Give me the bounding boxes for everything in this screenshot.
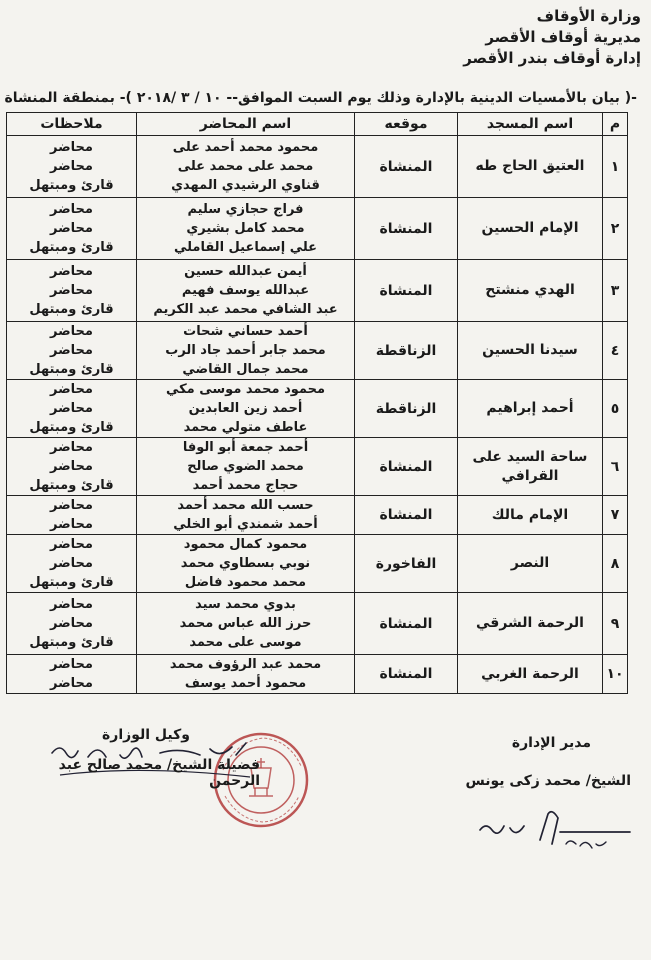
lecturer-name: أحمد حساني شحات (183, 324, 308, 339)
lecturer-name: حجاج محمد أحمد (192, 478, 299, 493)
table-row (7, 496, 628, 535)
row-number: ١٠ (603, 655, 628, 694)
table-row (7, 380, 628, 438)
lecturer-name: محمد كامل بشيري (186, 221, 305, 236)
lecturer-name: موسى على محمد (189, 635, 302, 650)
lecturer-name: أحمد زين العابدين (188, 401, 303, 416)
notes-cell (7, 322, 137, 380)
lecturer-name: محمد جابر أحمد جاد الرب (165, 343, 326, 358)
lecturer-names (137, 593, 355, 655)
lecturer-name: أحمد شمندي أبو الخلي (173, 517, 318, 532)
mosque-location: الزناقطة (355, 380, 458, 438)
note-text: محاضر (50, 440, 93, 455)
mosque-location: المنشاة (355, 655, 458, 694)
letterhead (463, 6, 641, 69)
mosque-location: المنشاة (355, 198, 458, 260)
handwritten-signature-right (470, 810, 640, 860)
lecturer-names (137, 438, 355, 496)
mosque-location: المنشاة (355, 593, 458, 655)
note-text: محاضر (50, 221, 93, 236)
lecturer-name: أيمن عبدالله حسين (184, 264, 307, 279)
lecturer-name: محمد عبد الرؤوف محمد (169, 657, 322, 672)
notes-cell (7, 593, 137, 655)
lecturer-name: عبدالله يوسف فهيم (181, 283, 310, 298)
ministry-name: وزارة الأوقاف (536, 7, 641, 25)
table-body (7, 136, 628, 694)
note-text: محاضر (50, 676, 93, 691)
lecturer-name: عبد الشافي محمد عبد الكريم (153, 302, 338, 317)
notes-cell (7, 535, 137, 593)
mosque-name: العتيق الحاج طه (458, 136, 603, 198)
lecturer-name: علي إسماعيل القاملي (173, 240, 318, 255)
mosque-name: ساحة السيد على القرافي (458, 438, 603, 496)
lecturer-name: أحمد جمعة أبو الوفا (182, 440, 309, 455)
col-header-notes: ملاحظات (7, 113, 137, 136)
lecturer-names (137, 136, 355, 198)
col-header-location: موقعه (355, 113, 458, 136)
table-row (7, 438, 628, 496)
table-row (7, 593, 628, 655)
row-number: ٣ (603, 260, 628, 322)
lecturer-names (137, 496, 355, 535)
director-title: مدير الإدارة (511, 735, 591, 751)
directorate-name: مديرية أوقاف الأقصر (485, 28, 641, 46)
note-text: محاضر (50, 283, 93, 298)
lecturer-names (137, 380, 355, 438)
note-text: محاضر (50, 202, 93, 217)
note-text: قارئ ومبتهل (29, 478, 114, 493)
document-title: -( بيان بالأمسيات الدينية بالإدارة وذلك يوم السبت الموافق-- ١٠ / ٣ /٢٠١٨ )- بمنطقة المنشاة (4, 90, 637, 106)
lecturer-name: محمد محمود فاضل (184, 575, 307, 590)
notes-cell (7, 438, 137, 496)
col-header-mosque: اسم المسجد (458, 113, 603, 136)
note-text: محاضر (50, 159, 93, 174)
note-text: محاضر (50, 616, 93, 631)
notes-cell (7, 198, 137, 260)
table-row (7, 136, 628, 198)
row-number: ٨ (603, 535, 628, 593)
table-row (7, 655, 628, 694)
notes-cell (7, 380, 137, 438)
mosque-name: الإمام الحسين (458, 198, 603, 260)
note-text: قارئ ومبتهل (29, 302, 114, 317)
lecturer-names (137, 655, 355, 694)
note-text: محاضر (50, 459, 93, 474)
row-number: ١ (603, 136, 628, 198)
lecturer-name: فراج حجازي سليم (187, 202, 304, 217)
note-text: محاضر (50, 657, 93, 672)
director-name: الشيخ/ محمد زكى يونس (465, 773, 631, 789)
mosque-name: النصر (458, 535, 603, 593)
lecturer-name: بدوي محمد سيد (195, 597, 296, 612)
table-row (7, 322, 628, 380)
lecturer-name: محمود كمال محمود (183, 537, 308, 552)
lecturer-name: محمود محمد أحمد على (172, 140, 319, 155)
mosque-name: الرحمة الشرقي (458, 593, 603, 655)
note-text: محاضر (50, 401, 93, 416)
table-row (7, 198, 628, 260)
lecturer-names (137, 260, 355, 322)
notes-cell (7, 655, 137, 694)
department-name: إدارة أوقاف بندر الأقصر (463, 49, 641, 67)
lecturer-names (137, 535, 355, 593)
notes-cell (7, 136, 137, 198)
lecturer-name: محمود محمد موسى مكي (165, 382, 326, 397)
note-text: محاضر (50, 324, 93, 339)
table-row (7, 535, 628, 593)
col-header-number: م (603, 113, 628, 136)
row-number: ٦ (603, 438, 628, 496)
mosque-location: الفاخورة (355, 535, 458, 593)
lecturer-name: محمد جمال القاضي (182, 362, 309, 377)
note-text: محاضر (50, 264, 93, 279)
note-text: قارئ ومبتهل (29, 575, 114, 590)
row-number: ٩ (603, 593, 628, 655)
mosque-name: الرحمة الغربي (458, 655, 603, 694)
lecturer-name: عاطف متولي محمد (183, 420, 308, 435)
note-text: قارئ ومبتهل (29, 178, 114, 193)
lecturer-name: قناوي الرشيدي المهدي (171, 178, 320, 193)
lectures-table (6, 112, 628, 694)
mosque-location: المنشاة (355, 438, 458, 496)
director-signature-block (431, 735, 631, 789)
mosque-name: الإمام مالك (458, 496, 603, 535)
note-text: محاضر (50, 556, 93, 571)
note-text: قارئ ومبتهل (29, 420, 114, 435)
mosque-location: المنشاة (355, 260, 458, 322)
note-text: محاضر (50, 382, 93, 397)
col-header-lecturer: اسم المحاضر (137, 113, 355, 136)
mosque-location: المنشاة (355, 136, 458, 198)
lecturer-name: محمود أحمد يوسف (184, 676, 307, 691)
notes-cell (7, 260, 137, 322)
lecturer-names (137, 198, 355, 260)
row-number: ٥ (603, 380, 628, 438)
undersecretary-signature-block (30, 727, 260, 789)
table-header-row (7, 113, 628, 136)
mosque-location: الزناقطة (355, 322, 458, 380)
lecturer-name: حرز الله عباس محمد (179, 616, 312, 631)
note-text: قارئ ومبتهل (29, 635, 114, 650)
notes-cell (7, 496, 137, 535)
row-number: ٧ (603, 496, 628, 535)
lecturer-name: محمد الضوي صالح (187, 459, 304, 474)
note-text: محاضر (50, 517, 93, 532)
undersecretary-name: فضيلة الشيخ/ محمد صالح عبد الرحمن (58, 757, 260, 789)
note-text: محاضر (50, 597, 93, 612)
undersecretary-title: وكيل الوزارة (102, 727, 190, 743)
lecturer-names (137, 322, 355, 380)
note-text: قارئ ومبتهل (29, 362, 114, 377)
note-text: محاضر (50, 140, 93, 155)
lecturer-name: حسب الله محمد أحمد (177, 498, 314, 513)
table-row (7, 260, 628, 322)
note-text: محاضر (50, 343, 93, 358)
mosque-name: سيدنا الحسين (458, 322, 603, 380)
mosque-location: المنشاة (355, 496, 458, 535)
lecturer-name: نوبي بسطاوي محمد (180, 556, 311, 571)
row-number: ٢ (603, 198, 628, 260)
lecturer-name: محمد على محمد على (177, 159, 314, 174)
note-text: محاضر (50, 498, 93, 513)
mosque-name: الهدي منشتح (458, 260, 603, 322)
mosque-name: أحمد إبراهيم (458, 380, 603, 438)
row-number: ٤ (603, 322, 628, 380)
note-text: محاضر (50, 537, 93, 552)
note-text: قارئ ومبتهل (29, 240, 114, 255)
